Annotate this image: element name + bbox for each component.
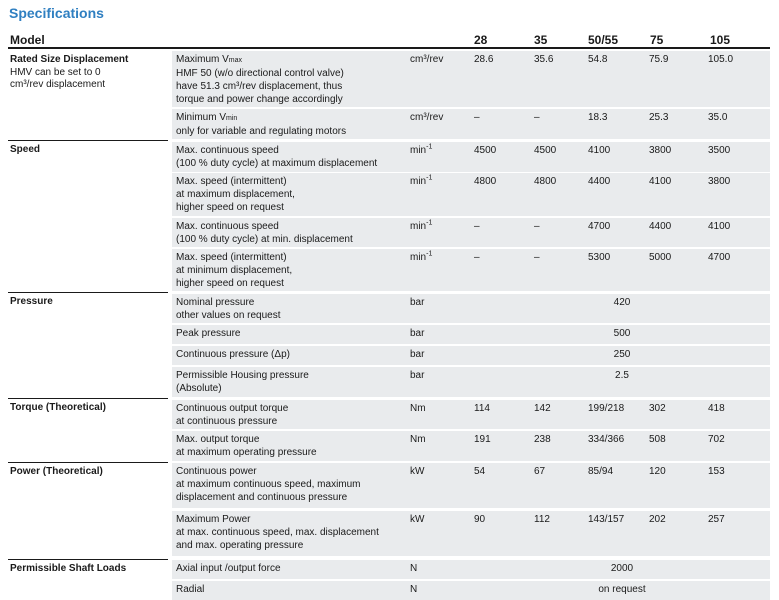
spec-row-radial-force [172,581,770,600]
spec-row-peak-pressure [172,325,770,344]
size-105-header: 105 [710,33,731,47]
value-75: 120 [649,466,666,477]
row-description: Continuous pressure (Δp) [176,349,290,360]
value-105: 418 [708,403,725,414]
value-50-55: 54.8 [588,54,608,65]
group-label-speed: Speed [10,144,41,155]
value-all-sizes: 2.5 [615,370,629,381]
value-28: – [474,221,480,232]
row-unit: bar [410,349,425,360]
row-unit: Nm [410,434,426,445]
value-75: 202 [649,514,666,525]
value-75: 508 [649,434,666,445]
value-75: 75.9 [649,54,669,65]
value-75: 302 [649,403,666,414]
row-unit: $\min^{-1}$ [410,250,433,263]
row-unit: cm³/rev [410,112,444,123]
row-description: Nominal pressure other values on request [176,297,281,321]
value-35: 67 [534,466,546,477]
spec-row-max-power [172,511,770,556]
model-header-row [8,33,770,47]
value-105: 3500 [708,145,731,156]
row-description: Permissible Housing pressure (Absolute) [176,370,309,394]
row-description: Max. continuous speed (100 % duty cycle) at min. displacement [176,221,353,245]
value-50-55: 4100 [588,145,611,156]
row-description: Maximum Power at max. continuous speed, max. displacement and max. operating pressure [176,514,379,551]
header-rule [8,47,770,49]
value-28: 191 [474,434,491,445]
row-description: Radial [176,584,205,595]
value-35: – [534,252,540,263]
value-50-55: 334/366 [588,434,625,445]
value-28: – [474,112,480,123]
value-105: 257 [708,514,725,525]
group-label-power: Power (Theoretical) [10,466,103,477]
row-description: Max. output torque at maximum operating pressure [176,434,317,458]
group-label-displacement: Rated Size Displacement HMV can be set to 0 cm³/rev displacement [10,54,129,90]
row-unit: kW [410,466,425,477]
size-28-header: 28 [474,33,488,47]
size-35-header: 35 [534,33,548,47]
spec-row-axial-force [172,560,770,579]
value-all-sizes: 2000 [610,563,634,574]
group-divider [8,462,168,463]
spec-row-max-torque [172,431,770,461]
row-description: Continuous power at maximum continuous speed, maximum displacement and continuous pressure [176,466,361,503]
value-35: 238 [534,434,551,445]
value-35: 35.6 [534,54,554,65]
value-28: 54 [474,466,486,477]
value-all-sizes: 500 [613,328,631,339]
value-75: 5000 [649,252,672,263]
value-105: 4700 [708,252,731,263]
value-35: 4500 [534,145,557,156]
spec-row-max-intermittent-speed [172,173,770,216]
spec-row-max-continuous-speed [172,142,770,172]
value-50-55: 143/157 [588,514,625,525]
value-35: 112 [534,514,550,525]
spec-row-continuous-speed-min-disp [172,218,770,247]
row-description: Axial input /output force [176,563,281,574]
value-28: 4500 [474,145,497,156]
value-50-55: 199/218 [588,403,625,414]
row-unit: Nm [410,403,426,414]
spec-row-min-displacement [172,109,770,139]
row-unit: $\min^{-1}$ [410,219,433,232]
value-35: – [534,221,540,232]
value-105: 153 [708,466,725,477]
spec-row-continuous-pressure [172,346,770,365]
size-75-header: 75 [650,33,664,47]
value-105: 105.0 [708,54,734,65]
value-105: 3800 [708,176,731,187]
row-description: Minimum Vmin only for variable and regulating motors [176,112,347,137]
value-all-sizes: 250 [613,349,631,360]
spec-row-max-displacement [172,51,770,107]
value-75: 25.3 [649,112,669,123]
row-unit: N [410,584,418,595]
page-title: Specifications [9,5,104,21]
row-description: Peak pressure [176,328,241,339]
group-divider [8,292,168,293]
value-28: – [474,252,480,263]
value-35: 4800 [534,176,557,187]
row-unit: kW [410,514,425,525]
value-75: 4400 [649,221,672,232]
group-label-pressure: Pressure [10,296,53,307]
row-unit: bar [410,328,425,339]
value-28: 90 [474,514,486,525]
row-unit: cm³/rev [410,54,444,65]
value-35: 142 [534,403,551,414]
spec-row-intermittent-speed-min-disp [172,249,770,291]
value-50-55: 18.3 [588,112,608,123]
size-50-55-header: 50/55 [588,33,619,47]
value-75: 3800 [649,145,672,156]
spec-row-nominal-pressure [172,294,770,323]
value-50-55: 5300 [588,252,611,263]
value-105: 702 [708,434,725,445]
row-unit: $\min^{-1}$ [410,143,433,156]
row-description: Continuous output torque at continuous pressure [176,403,289,427]
row-description: Max. speed (intermittent) at maximum displacement, higher speed on request [176,176,295,213]
row-description: Max. continuous speed (100 % duty cycle) at maximum displacement [176,145,378,169]
spec-row-continuous-torque [172,400,770,429]
group-label-torque: Torque (Theoretical) [10,402,106,413]
row-unit: N [410,563,418,574]
value-105: 4100 [708,221,731,232]
spec-row-continuous-power [172,463,770,508]
row-description: Max. speed (intermittent) at minimum displacement, higher speed on request [176,252,293,289]
group-label-shaft-loads: Permissible Shaft Loads [10,563,127,574]
value-28: 28.6 [474,54,494,65]
value-28: 4800 [474,176,497,187]
value-28: 114 [474,403,490,414]
group-divider [8,559,168,560]
value-105: 35.0 [708,112,728,123]
value-all-sizes: on request [598,584,646,595]
value-75: 4100 [649,176,672,187]
model-label: Model [10,33,45,47]
value-50-55: 85/94 [588,466,614,477]
row-unit: $\min^{-1}$ [410,174,433,187]
value-50-55: 4400 [588,176,611,187]
value-50-55: 4700 [588,221,611,232]
value-35: – [534,112,540,123]
row-description: Maximum Vmax HMF 50 (w/o directional control valve) have 51.3 cm³/rev displacement, thus torque and power change accordingly [176,54,344,105]
row-unit: bar [410,370,425,381]
group-divider [8,140,168,141]
row-unit: bar [410,297,425,308]
group-divider [8,398,168,399]
spec-row-housing-pressure [172,367,770,397]
value-all-sizes: 420 [613,297,631,308]
